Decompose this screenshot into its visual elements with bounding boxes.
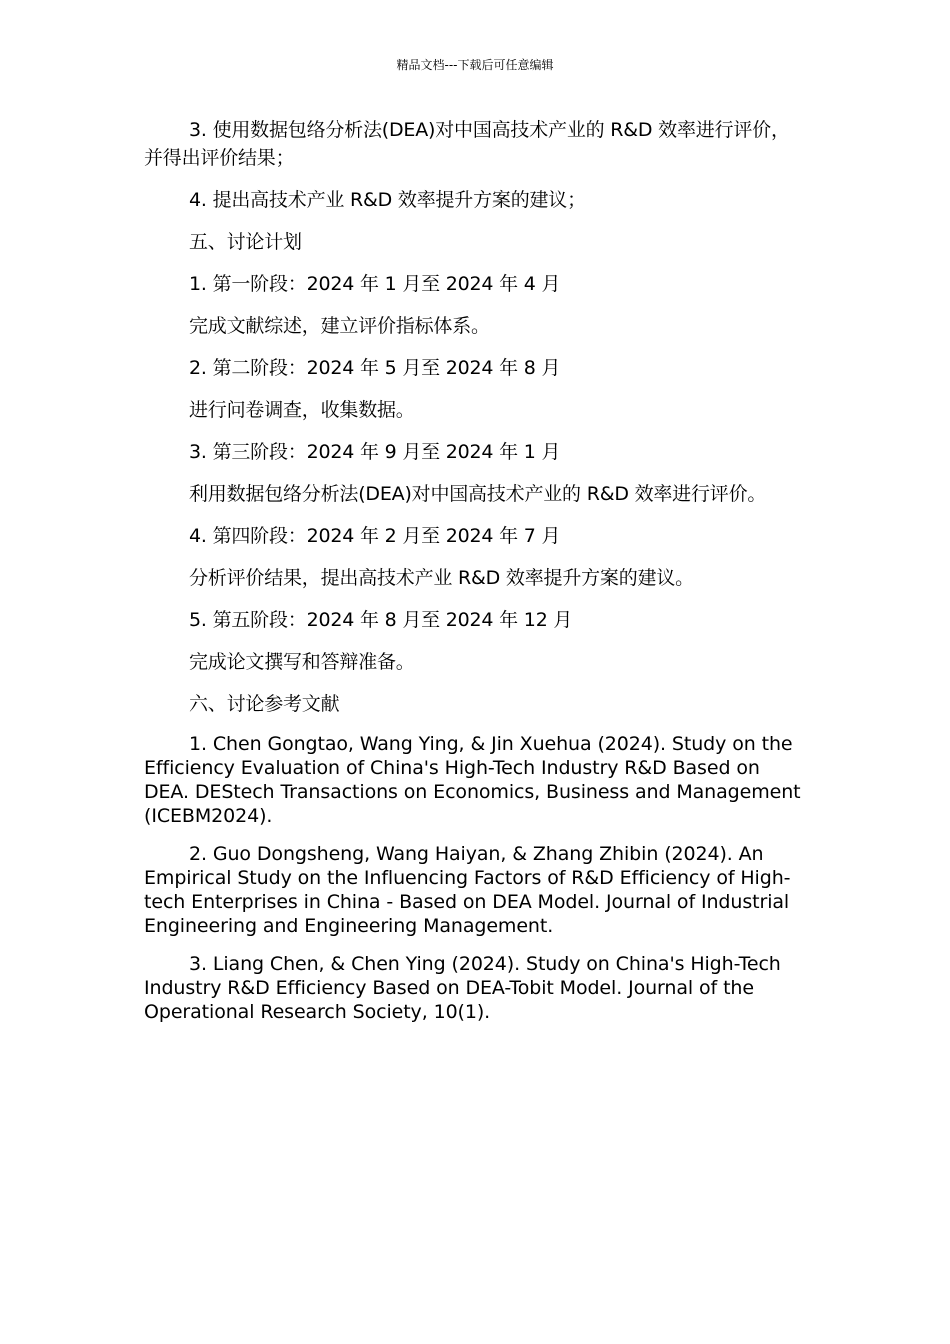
section-heading-references: 六、讨论参考文献 [189, 693, 340, 715]
phase-1-desc: 完成文献综述，建立评价指标体系。 [189, 315, 490, 337]
document-body [144, 116, 808, 1038]
list-item-suggestions: 4. 提出高技术产业 R&D 效率提升方案的建议； [189, 189, 586, 211]
phase-3-title: 3. 第三阶段：2024 年 9 月至 2024 年 1 月 [189, 441, 561, 463]
phase-3-desc: 利用数据包络分析法(DEA)对中国高技术产业的 R&D 效率进行评价。 [189, 483, 767, 505]
page-header: 精品文档---下载后可任意编辑 [396, 58, 554, 72]
phase-2-desc: 进行问卷调查，收集数据。 [189, 399, 415, 421]
phase-2-title: 2. 第二阶段：2024 年 5 月至 2024 年 8 月 [189, 357, 561, 379]
phase-5-title: 5. 第五阶段：2024 年 8 月至 2024 年 12 月 [189, 609, 573, 631]
reference-item: 2. Guo Dongsheng, Wang Haiyan, & Zhang Zhibin (2024). An Empirical Study on the Influencing Factors of R&D Efficiency of High-tech Enterprises in China - Based on DEA Model. Journal of Industrial Engineering and Engineering Management. [144, 843, 791, 937]
phase-4-title: 4. 第四阶段：2024 年 2 月至 2024 年 7 月 [189, 525, 561, 547]
list-item-evaluate-dea: 3. 使用数据包络分析法(DEA)对中国高技术产业的 R&D 效率进行评价，并得出评价结果； [144, 119, 790, 169]
reference-item: 1. Chen Gongtao, Wang Ying, & Jin Xuehua (2024). Study on the Efficiency Evaluation of China's High-Tech Industry R&D Based on DEA. DEStech Transactions on Economics, Business and Management (ICEBM2024). [144, 733, 801, 827]
reference-item: 3. Liang Chen, & Chen Ying (2024). Study on China's High-Tech Industry R&D Efficiency Based on DEA-Tobit Model. Journal of the Operational Research Society, 10(1). [144, 953, 781, 1023]
phase-4-desc: 分析评价结果，提出高技术产业 R&D 效率提升方案的建议。 [189, 567, 694, 589]
section-heading-plan: 五、讨论计划 [189, 231, 302, 253]
phase-5-desc: 完成论文撰写和答辩准备。 [189, 651, 415, 673]
phase-1-title: 1. 第一阶段：2024 年 1 月至 2024 年 4 月 [189, 273, 561, 295]
